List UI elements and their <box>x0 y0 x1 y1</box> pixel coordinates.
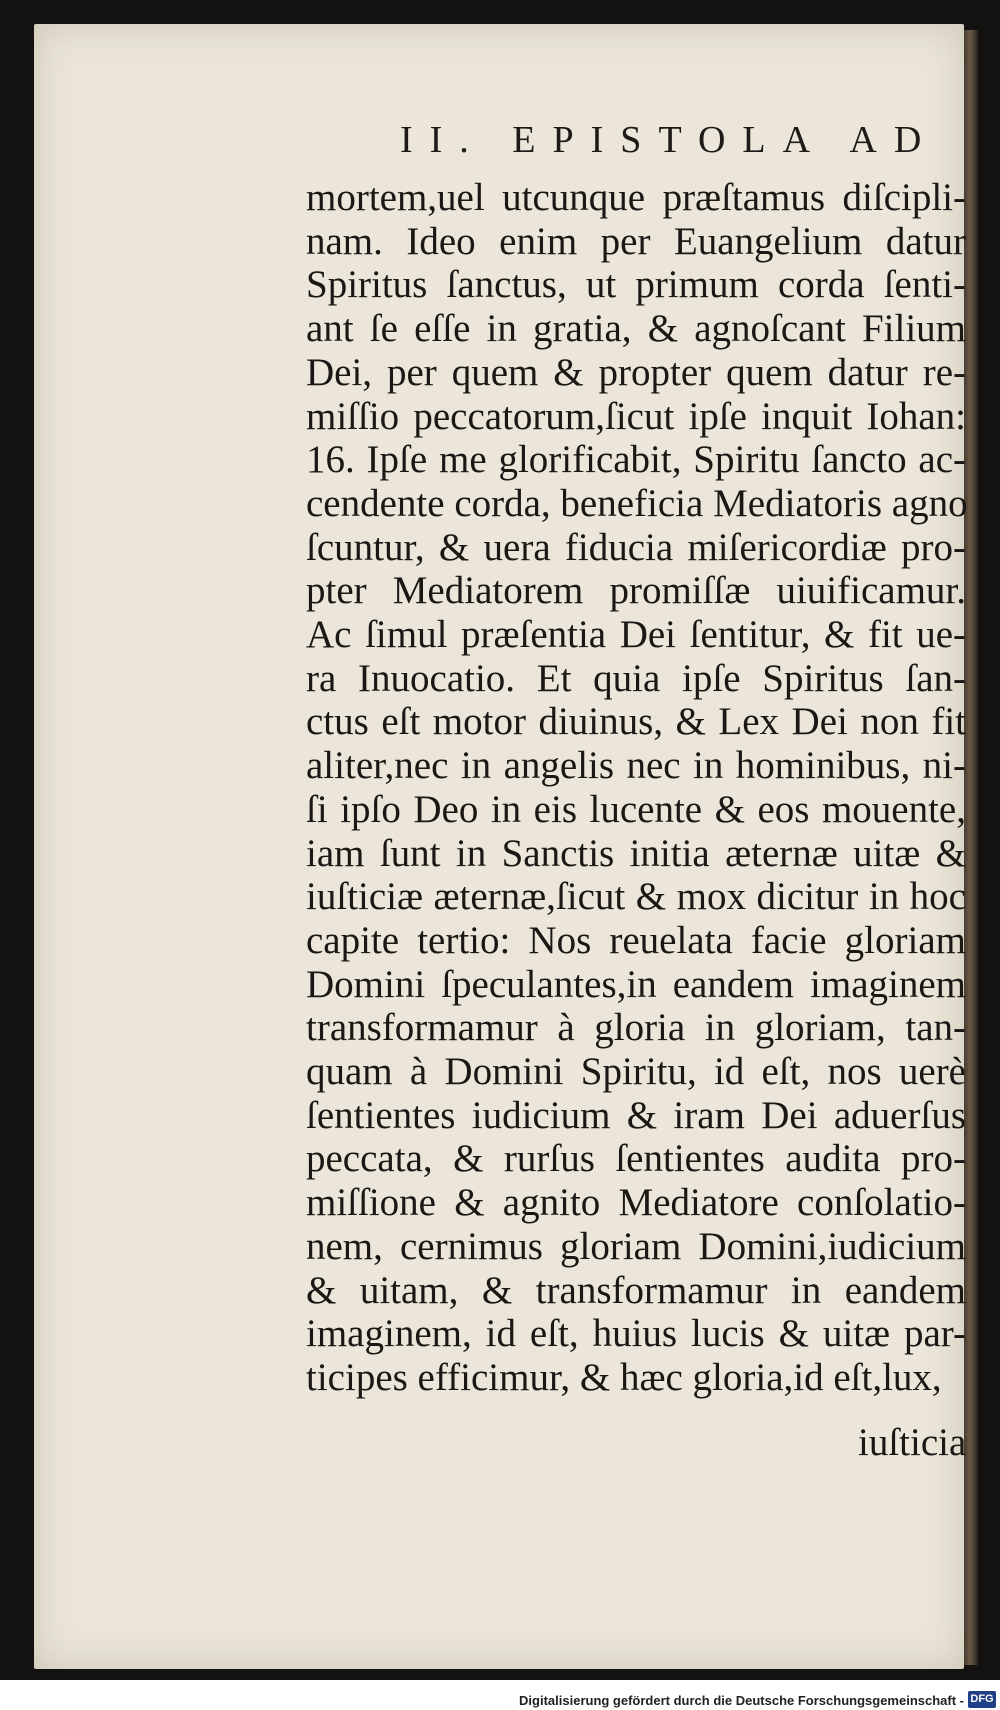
text-line: ſcuntur, & uera fiducia miſericordiæ pro- <box>306 525 966 569</box>
text-line: miſſione & agnito Mediatore conſolatio- <box>306 1181 966 1225</box>
text-line: Ac ſimul præſentia Dei ſentitur, & fit ue- <box>306 613 966 657</box>
text-line: capite tertio: Nos reuelata facie gloriam <box>306 918 966 962</box>
running-head: II. EPISTOLA AD <box>400 119 939 161</box>
text-line: quam à Domini Spiritu, id eſt, nos uerè <box>306 1050 966 1094</box>
text-line: ctus eſt motor diuinus, & Lex Dei non fit <box>306 700 966 744</box>
catchword: iuſticia <box>858 1421 967 1464</box>
text-line: miſſio peccatorum,ſicut ipſe inquit Iohan: <box>306 394 966 438</box>
text-line: Domini ſpeculantes,in eandem imaginem <box>306 962 966 1006</box>
text-line: nem, cernimus gloriam Domini,iudicium <box>306 1224 966 1268</box>
text-line: transformamur à gloria in gloriam, tan- <box>306 1006 966 1050</box>
text-line: pter Mediatorem promiſſæ uiuificamur. <box>306 569 966 613</box>
text-line: ant ſe eſſe in gratia, & agnoſcant Filium <box>306 307 966 351</box>
body-text <box>306 176 966 1400</box>
text-line: Spiritus ſanctus, ut primum corda ſenti- <box>306 263 966 307</box>
text-line: ra Inuocatio. Et quia ipſe Spiritus ſan- <box>306 656 966 700</box>
text-line: iam ſunt in Sanctis initia æternæ uitæ & <box>306 831 966 875</box>
text-line: ticipes efficimur, & hæc gloria,id eſt,lux, <box>306 1355 942 1399</box>
text-line: & uitam, & transformamur in eandem <box>306 1268 966 1312</box>
text-line: Dei, per quem & propter quem datur re- <box>306 350 966 394</box>
text-line: ſi ipſo Deo in eis lucente & eos mouente, <box>306 787 966 831</box>
text-line: mortem,uel utcunque præſtamus diſcipli- <box>306 176 966 219</box>
text-line: aliter,nec in angelis nec in hominibus, ni- <box>306 744 966 788</box>
text-line: cendente corda, beneficia Mediatoris agno <box>306 481 968 525</box>
digitization-credit: Digitalisierung gefördert durch die Deutsche Forschungsgemeinschaft - <box>519 1693 964 1708</box>
dfg-logo: DFG <box>968 1691 996 1708</box>
text-line: ſentientes iudicium & iram Dei aduerſus <box>306 1093 966 1137</box>
text-line: 16. Ipſe me glorificabit, Spiritu ſancto ac- <box>306 438 966 482</box>
text-line: iuſticiæ æternæ,ſicut & mox dicitur in hoc <box>306 875 966 919</box>
text-line: nam. Ideo enim per Euangelium datur <box>306 219 966 263</box>
text-line: imaginem, id eſt, huius lucis & uitæ par- <box>306 1312 966 1356</box>
text-line: peccata, & rurſus ſentientes audita pro- <box>306 1137 966 1181</box>
